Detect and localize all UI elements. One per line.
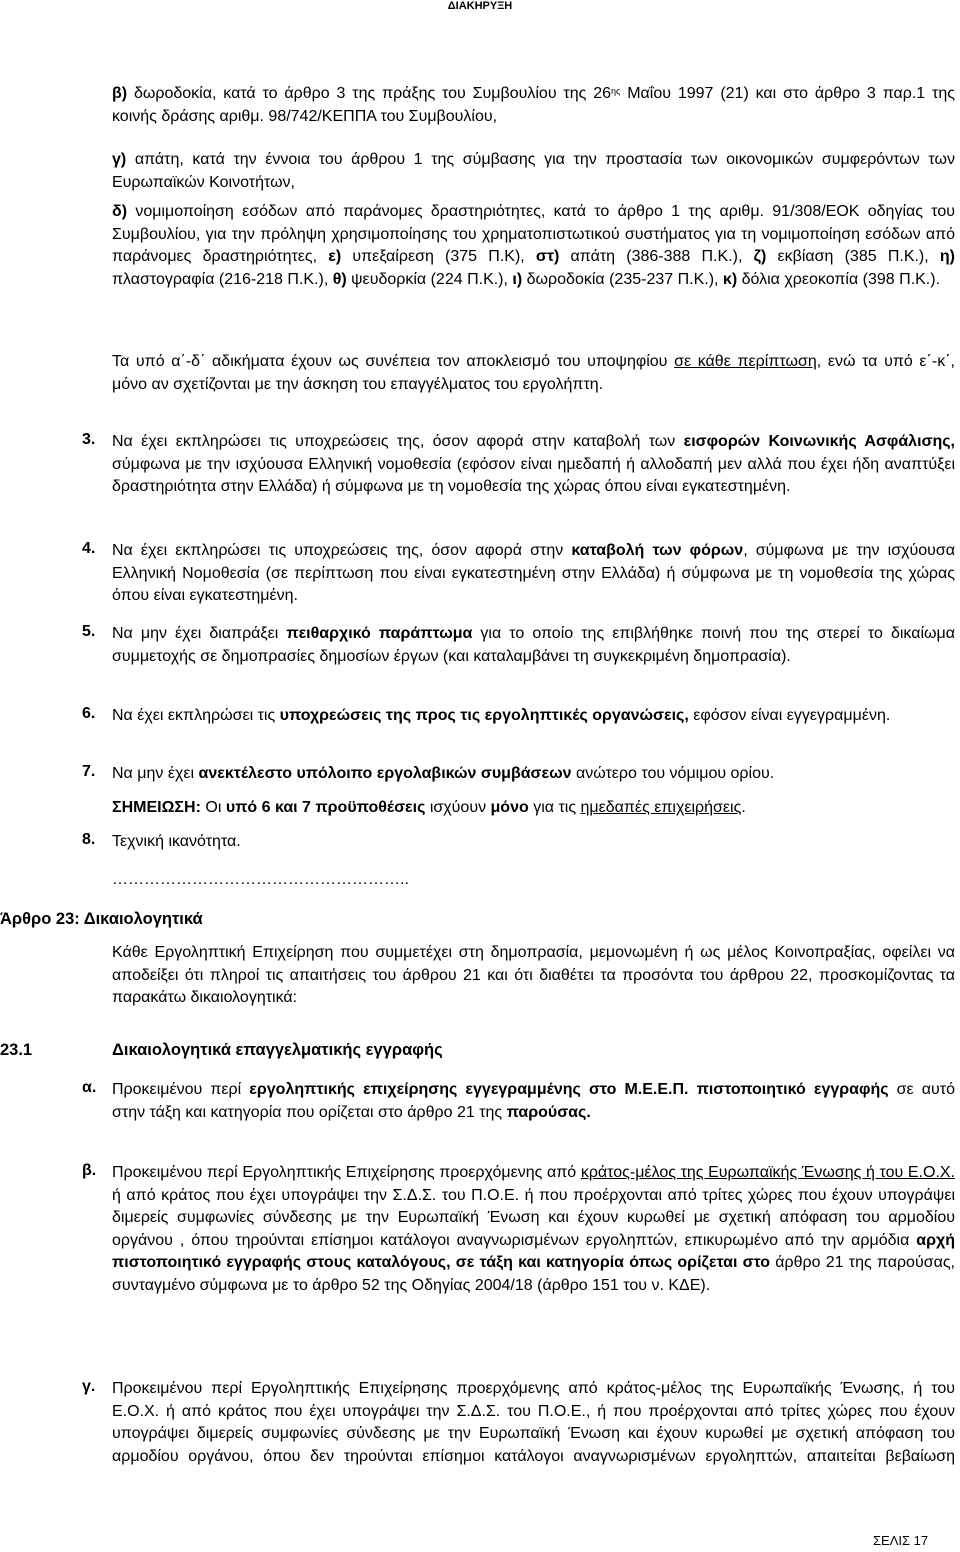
sub-b: Προκειμένου περί Εργοληπτικής Επιχείρησης προερχόμενης από κράτος-μέλος της Ευρωπαϊκής Ένωσης ή του Ε.Ο.Χ. ή από κράτος που έχει υπογράψει την Σ.Δ.Σ. του Π.Ο.Ε. ή που προέρχονται από τρίτες χώρες που έχουν υπογράψει διμερείς συμφωνίες σύνδεσης με την Ευρωπαϊκή Ένωση και έχουν κυρωθεί με σχετική απόφαση του αρμοδίου οργάνου , όπου τηρούνται επίσημοι κατάλογοι αναγνωρισμένων εργοληπτών, επικυρωμένο από την αρμόδια αρχή πιστοποιητικό εγγραφής στους καταλόγους, σε τάξη και κατηγορία όπως ορίζεται στο άρθρο 21 της παρούσας, συνταγμένο σύμφωνα με το άρθρο 52 της Οδηγίας 2004/18 (άρθρο 151 του ν. ΚΔΕ).	[112, 1164, 956, 1294]
sub-c: Προκειμένου περί Εργοληπτικής Επιχείρησης προερχόμενης από κράτος-μέλος της Ευρωπαϊκής Ένωσης, ή του Ε.Ο.Χ. ή από κράτος που έχει υπογράψει την Σ.Δ.Σ. του Π.Ο.Ε., ή που προέρχονται από τρίτες χώρες που έχουν υπογράψει διμερείς συμφωνίες σύνδεσης με την Ευρωπαϊκή Ένωση και έχουν κυρωθεί με σχετική απόφαση του αρμοδίου οργάνου, όπου δεν τηρούνται επίσημοι κατάλογοι αναγνωρισμένων εργοληπτών, απαιτείται βεβαίωση	[112, 1380, 955, 1465]
item-label: β)	[112, 85, 128, 102]
section-23-1-title: Δικαιολογητικά επαγγελματικής εγγραφής	[112, 1041, 443, 1059]
item-8: Τεχνική ικανότητα.	[112, 833, 241, 850]
paragraph-c: γ) απάτη, κατά την έννοια του άρθρου 1 της σύμβασης για την προστασία των οικονομικών συμφερόντων των Ευρωπαϊκών Κοινοτήτων,	[112, 151, 955, 191]
item-4: Να έχει εκπληρώσει τις υποχρεώσεις της, όσον αφορά στην καταβολή των φόρων, σύμφωνα με την ισχύουσα Ελληνική Νομοθεσία (σε περίπτωση που είναι εγκατεστημένη στην Ελλάδα) ή σύμφωνα με τη νομοθεσία της χώρας όπου είναι εγκατεστημένη.	[112, 542, 956, 605]
article-23-intro: Κάθε Εργοληπτική Επιχείρηση που συμμετέχει στη δημοπρασία, μεμονωμένη ή ως μέλος Κοινοπραξίας, οφείλει να αποδείξει ότι πληροί τις απαιτήσεις του άρθρου 21 και ότι διαθέτει τα προσόντα του άρθρου 22, προσκομίζοντας τα παρακάτω δικαιολογητικά:	[112, 944, 955, 1007]
paragraph-offences-note: Τα υπό α΄-δ΄ αδικήματα έχουν ως συνέπεια τον αποκλεισμό του υποψηφίου σε κάθε περίπτωση, ενώ τα υπό ε΄-κ΄, μόνο αν σχετίζονται με την άσκηση του επαγγέλματος του εργολήπτη.	[112, 353, 955, 393]
sub-c-label: γ.	[82, 1378, 96, 1395]
item-3: Να έχει εκπληρώσει τις υποχρεώσεις της, όσον αφορά στην καταβολή των εισφορών Κοινωνικής Ασφάλισης, σύμφωνα με την ισχύουσα Ελληνική νομοθεσία (εφόσον είναι ημεδαπή ή αλλοδαπή μεν αλλά που έχει ήδη αναπτύξει δραστηριότητα στην Ελλάδα) ή σύμφωνα με τη νομοθεσία της χώρας όπου είναι εγκατεστημένη.	[112, 433, 956, 496]
document-header: ΔΙΑΚΗΡΥΞΗ	[447, 0, 513, 12]
item-number-8: 8.	[82, 831, 96, 848]
item-6: Να έχει εκπληρώσει τις υποχρεώσεις της προς τις εργοληπτικές οργανώσεις, εφόσον είναι εγγεγραμμένη.	[112, 707, 891, 724]
note: ΣΗΜΕΙΩΣΗ: Οι υπό 6 και 7 προϋποθέσεις ισχύουν μόνο για τις ημεδαπές επιχειρήσεις.	[112, 799, 746, 816]
item-5: Να μην έχει διαπράξει πειθαρχικό παράπτωμα για το οποίο της επιβλήθηκε ποινή που της στερεί το δικαίωμα συμμετοχής σε δημοπρασίες δημοσίων έργων (και καταλαμβάνει τη συγκεκριμένη δημοπρασία).	[112, 625, 955, 665]
sub-a-label: α.	[82, 1079, 97, 1096]
paragraph-d: δ) νομιμοποίηση εσόδων από παράνομες δραστηριότητες, κατά το άρθρο 1 της αριθμ. 91/308/ΕΟΚ οδηγίας του Συμβουλίου, για την πρόληψη χρησιμοποίησης του χρηματοπιστωτικού συστήματος για τη νομιμοποίηση εσόδων από παράνομες δραστηριότητες, ε) υπεξαίρεση (375 Π.Κ), στ) απάτη (386-388 Π.Κ.), ζ) εκβίαση (385 Π.Κ.), η) πλαστογραφία (216-218 Π.Κ.), θ) ψευδορκία (224 Π.Κ.), ι) δωροδοκία (235-237 Π.Κ.), κ) δόλια χρεοκοπία (398 Π.Κ.).	[112, 203, 956, 288]
item-number-3: 3.	[82, 431, 96, 448]
sub-a: Προκειμένου περί εργοληπτικής επιχείρησης εγγεγραμμένης στο Μ.Ε.Ε.Π. πιστοποιητικό εγγραφής σε αυτό στην τάξη και κατηγορία που ορίζεται στο άρθρο 21 της παρούσας.	[112, 1081, 955, 1121]
article-23-title: Άρθρο 23: Δικαιολογητικά	[0, 910, 203, 928]
item-number-7: 7.	[82, 763, 96, 780]
ellipsis-line: ………………………………………………..	[112, 871, 409, 888]
section-23-1-number: 23.1	[0, 1041, 33, 1059]
item-number-6: 6.	[82, 705, 96, 722]
item-number-4: 4.	[82, 540, 96, 557]
sub-b-label: β.	[82, 1162, 97, 1179]
item-7: Να μην έχει ανεκτέλεστο υπόλοιπο εργολαβικών συμβάσεων ανώτερο του νόμιμου ορίου.	[112, 765, 775, 782]
item-number-5: 5.	[82, 623, 96, 640]
page-number: ΣΕΛΙΣ 17	[873, 1533, 929, 1548]
paragraph-b: β) δωροδοκία, κατά το άρθρο 3 της πράξης του Συμβουλίου της $26^{\eta\varsigma}$ Μαΐου 1997 (21) και στο άρθρο 3 παρ.1 της κοινής δράσης αριθμ. 98/742/ΚΕΠΠΑ του Συμβουλίου,	[112, 85, 955, 125]
